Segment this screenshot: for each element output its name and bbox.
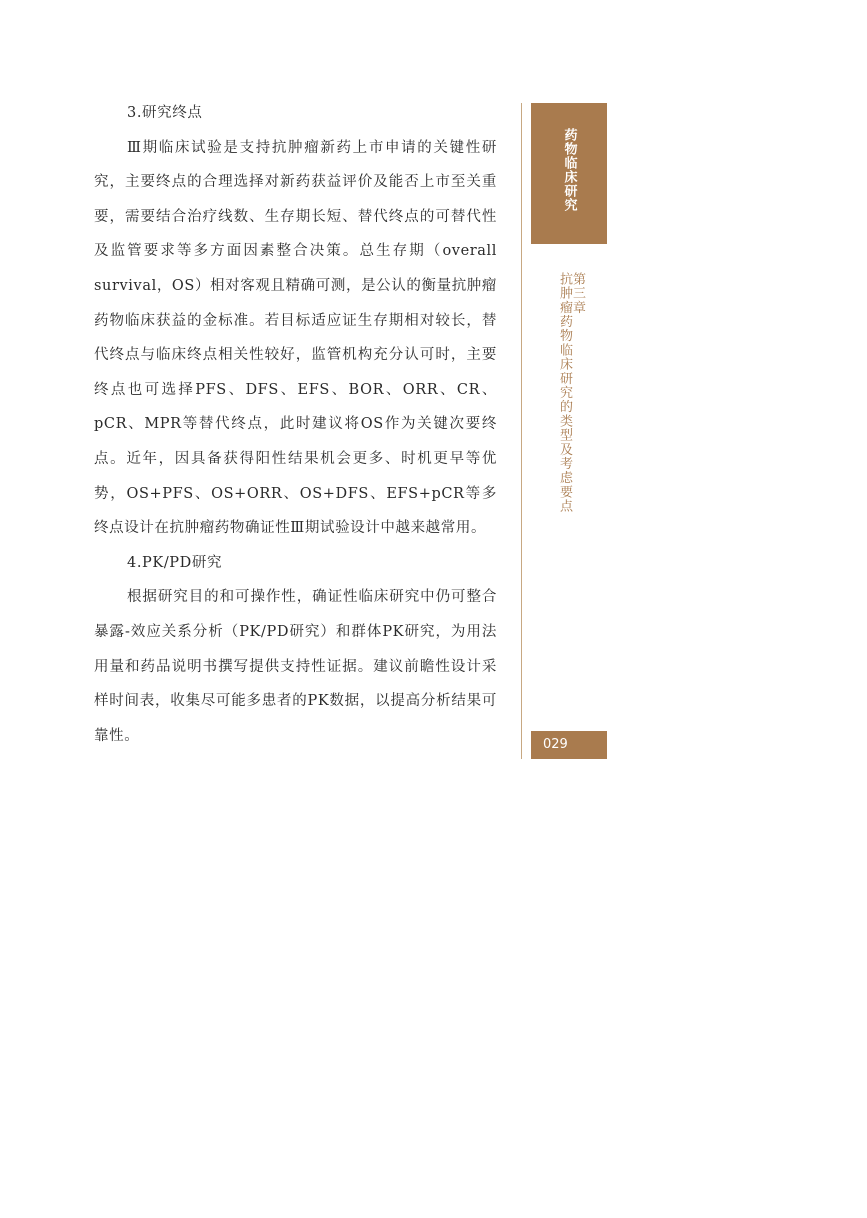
chapter-number: 第三章: [570, 272, 585, 315]
paragraph-pkpd: 根据研究目的和可操作性，确证性临床研究中仍可整合暴露-效应关系分析（PK/PD研究）和群体PK研究，为用法用量和药品说明书撰写提供支持性证据。建议前瞻性设计采样时间表，收集尽可能多患者的PK数据，以提高分析结果可靠性。: [94, 589, 497, 744]
section-heading-pkpd: 4.PK/PD研究: [127, 554, 223, 571]
book-title-tab: [531, 103, 607, 244]
book-title: 药物临床研究: [561, 128, 577, 212]
margin-divider: [521, 103, 522, 759]
paragraph-endpoints: Ⅲ期临床试验是支持抗肿瘤新药上市申请的关键性研究，主要终点的合理选择对新药获益评价及能否上市至关重要，需要结合治疗线数、生存期长短、替代终点的可替代性及监管要求等多方面因素整合决策。总生存期（overall survival，OS）相对客观且精确可测，是公认的衡量抗肿瘤药物临床获益的金标准。若目标适应证生存期相对较长，替代终点与临床终点相关性较好，监管机构充分认可时，主要终点也可选择PFS、DFS、EFS、BOR、ORR、CR、pCR、MPR等替代终点，此时建议将OS作为关键次要终点。近年，因具备获得阳性结果机会更多、时机更早等优势，OS+PFS、OS+ORR、OS+DFS、EFS+pCR等多终点设计在抗肿瘤药物确证性Ⅲ期试验设计中越来越常用。: [94, 139, 497, 537]
chapter-running-head: [558, 272, 584, 513]
page-number: 029: [531, 731, 607, 759]
body-text: [94, 96, 497, 753]
section-heading-endpoints: 3.研究终点: [127, 105, 203, 121]
chapter-title: 抗肿瘤药物临床研究的类型及考虑要点: [557, 272, 572, 514]
